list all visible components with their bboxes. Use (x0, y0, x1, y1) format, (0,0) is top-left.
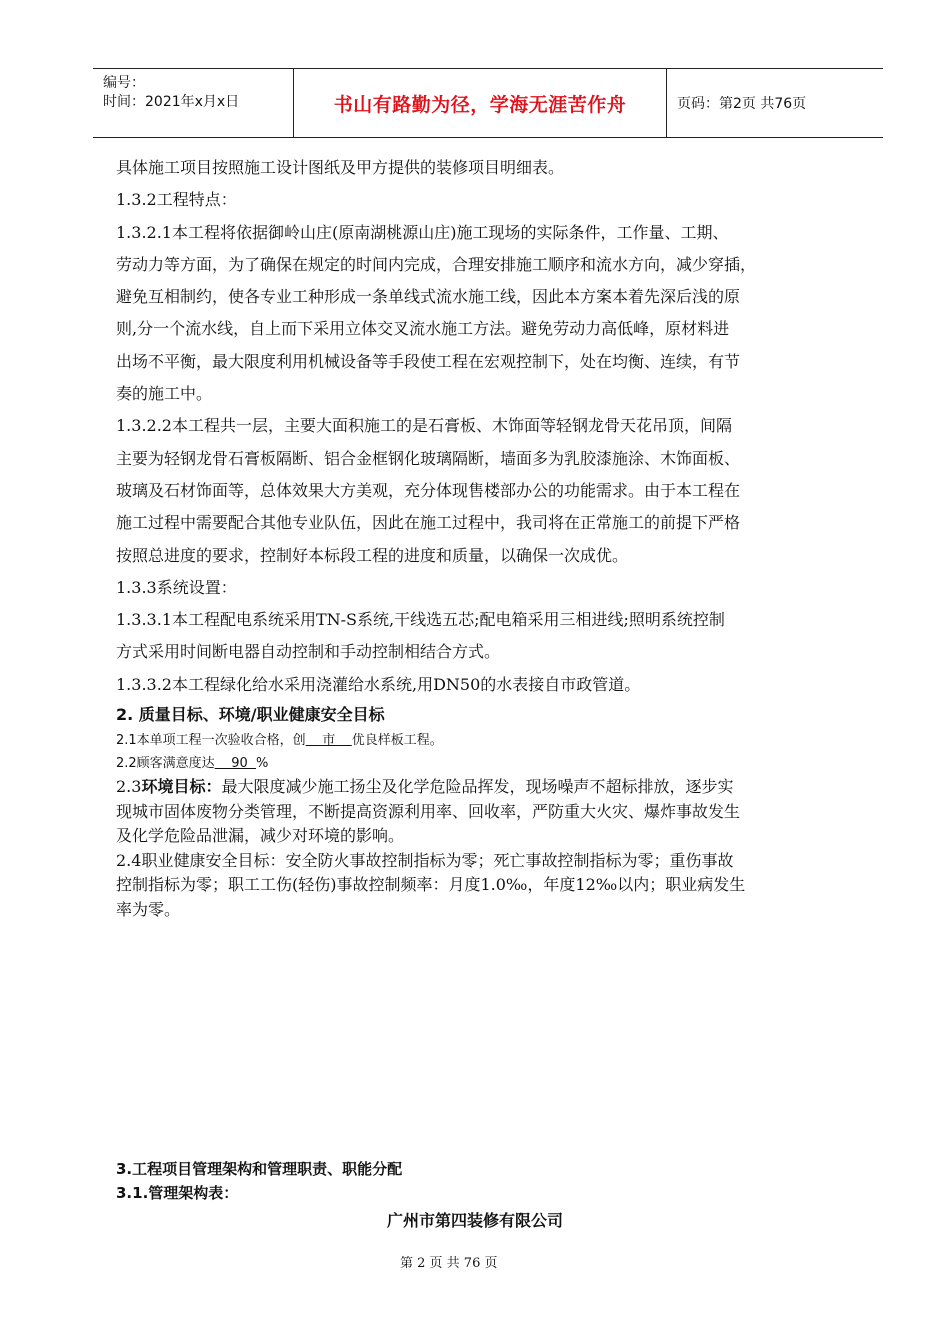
paragraph-line: 率为零。 (116, 899, 181, 919)
environment-target-line (116, 775, 876, 800)
paragraph-line: 1.3.3.1本工程配电系统采用TN-S系统,干线选五芯;配电箱采用三相进线;照明系统控制 (116, 610, 725, 630)
paragraph-line: 1.3.3.2本工程绿化给水采用浇灌给水系统,用DN50的水表接自市政管道。 (116, 674, 641, 694)
header-meta-cell (93, 69, 294, 137)
document-body (116, 152, 876, 922)
satisfaction-post: % (256, 756, 269, 772)
paragraph-line: 施工过程中需要配合其他专业队伍，因此在施工过程中，我司将在正常施工的前提下严格 (116, 513, 741, 533)
environment-label: 环境目标： (141, 777, 222, 797)
paragraph-line: 玻璃及石材饰面等，总体效果大方美观，充分体现售楼部办公的功能需求。由于本工程在 (116, 480, 741, 500)
paragraph-line: 方式采用时间断电器自动控制和手动控制相结合方式。 (116, 642, 501, 662)
header-motto-cell (294, 69, 667, 137)
subheading: 1.3.2工程特点： (116, 190, 237, 210)
paragraph: 具体施工项目按照施工设计图纸及甲方提供的装修项目明细表。 (116, 158, 565, 177)
paragraph-line: 按照总进度的要求，控制好本标段工程的进度和质量，以确保一次成优。 (116, 545, 629, 565)
quality-target-pre: 2.1本单项工程一次验收合格，创 (116, 733, 306, 749)
quality-target-line (116, 729, 876, 752)
section3-title: 3.工程项目管理架构和管理职责、职能分配 (116, 1160, 403, 1178)
paragraph-line: 则,分一个流水线，自上而下采用立体交叉流水施工方法。避免劳动力高低峰，原材料进 (116, 319, 730, 339)
satisfaction-line (116, 752, 876, 775)
header-page-info: 页码：第2页 共76页 (677, 96, 807, 112)
subheading: 1.3.3系统设置： (116, 577, 237, 597)
company-name: 广州市第四装修有限公司 (386, 1211, 563, 1230)
quality-target-post: 优良样板工程。 (351, 733, 443, 749)
document-number-label: 编号： (103, 75, 145, 91)
paragraph-line: 控制指标为零；职工工伤(轻伤)事故控制频率：月度1.0‰，年度12‰以内；职业病发生 (116, 875, 746, 895)
environment-num: 2.3 (116, 777, 142, 797)
paragraph-line: 出场不平衡，最大限度利用机械设备等手段使工程在宏观控制下，处在均衡、连续，有节 (116, 351, 741, 371)
section3 (116, 1157, 876, 1205)
paragraph-line: 1.3.2.2本工程共一层，主要大面积施工的是石膏板、木饰面等轻钢龙骨天花吊顶，间隔 (116, 416, 732, 436)
satisfaction-fill: 90 (214, 756, 257, 772)
paragraph-line: 1.3.2.1本工程将依据御岭山庄(原南湖桃源山庄)施工现场的实际条件，工作量、工期、 (116, 222, 729, 242)
document-header (93, 68, 883, 138)
quality-target-fill: 市 (305, 733, 352, 749)
paragraph-line: 避免互相制约，使各专业工种形成一条单线式流水施工线，因此本方案本着先深后浅的原 (116, 287, 741, 307)
paragraph-line: 2.4职业健康安全目标：安全防火事故控制指标为零；死亡事故控制指标为零；重伤事故 (116, 850, 734, 870)
paragraph-line: 奏的施工中。 (116, 384, 213, 404)
paragraph-line: 现城市固体废物分类管理，不断提高资源利用率、回收率，严防重大火灾、爆炸事故发生 (116, 801, 741, 821)
environment-text: 最大限度减少施工扬尘及化学危险品挥发，现场噪声不超标排放，逐步实 (221, 777, 734, 797)
document-time-label: 时间：2021年x月x日 (103, 94, 240, 110)
header-motto: 书山有路勤为径，学海无涯苦作舟 (333, 93, 627, 116)
section2-title: 2. 质量目标、环境/职业健康安全目标 (116, 705, 385, 725)
section3-subtitle: 3.1.管理架构表： (116, 1184, 239, 1202)
satisfaction-pre: 2.2顾客满意度达 (116, 756, 215, 772)
paragraph-line: 及化学危险品泄漏，减少对环境的影响。 (116, 826, 405, 846)
page-footer: 第 2 页 共 76 页 (400, 1256, 498, 1271)
paragraph-line: 主要为轻钢龙骨石膏板隔断、铝合金框钢化玻璃隔断，墙面多为乳胶漆施涂、木饰面板、 (116, 448, 741, 468)
paragraph-line: 劳动力等方面，为了确保在规定的时间内完成，合理安排施工顺序和流水方向，减少穿插， (116, 254, 757, 274)
header-page-cell (667, 69, 883, 137)
